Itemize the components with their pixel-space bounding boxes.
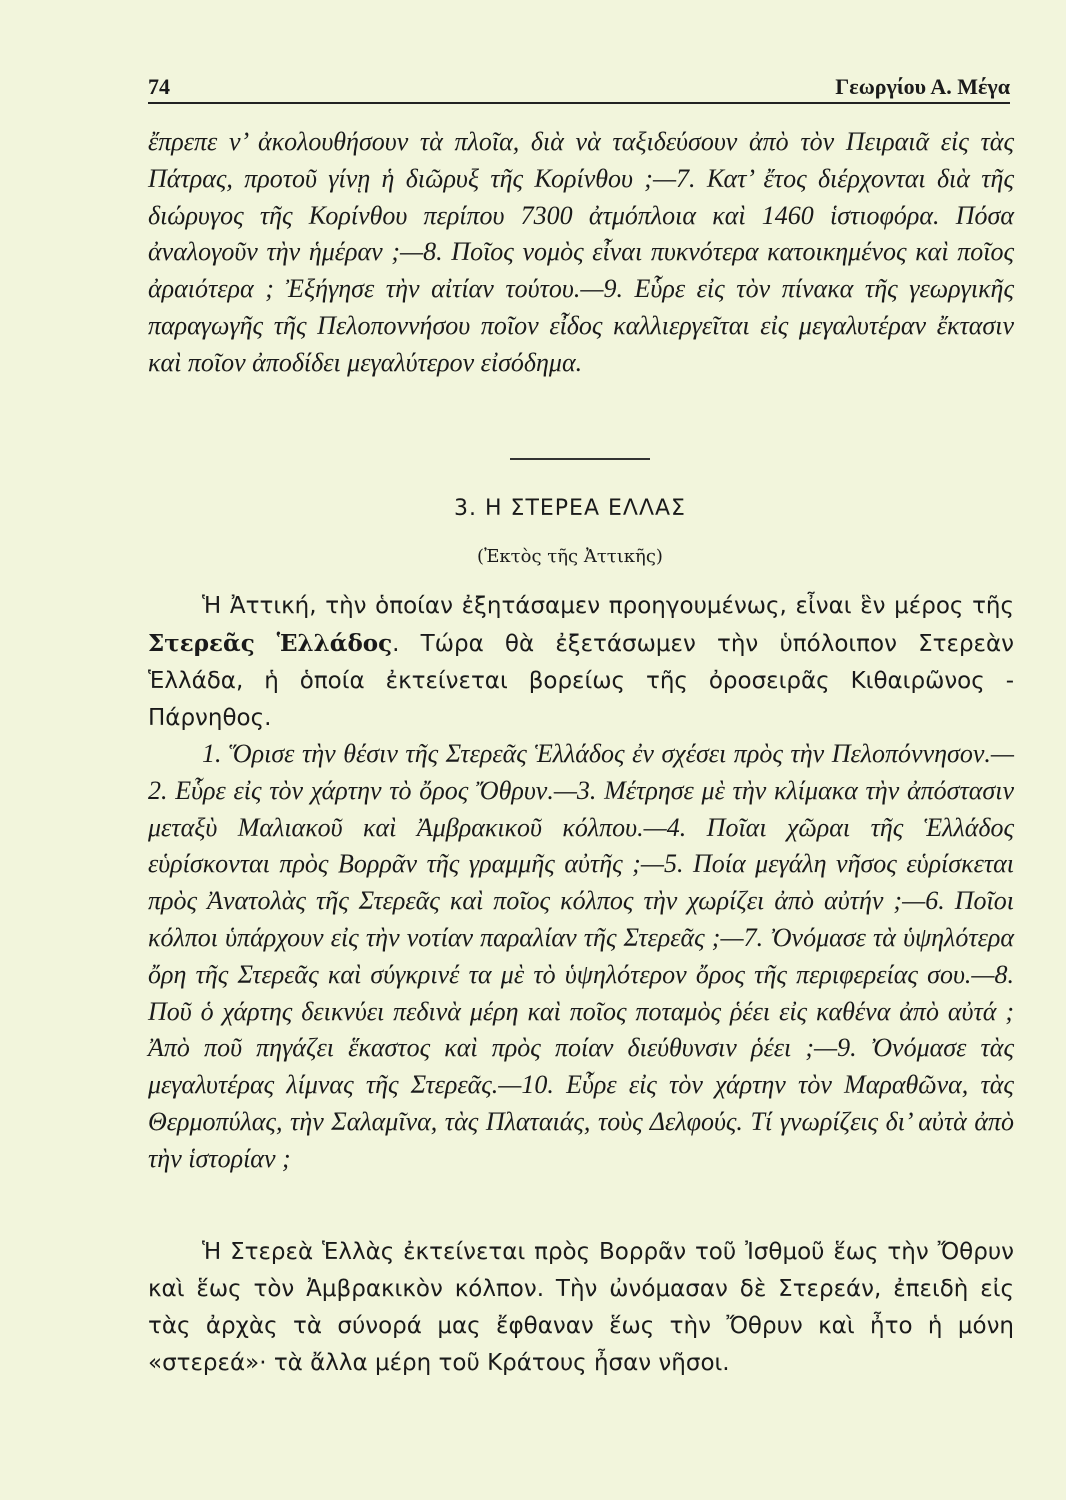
intro-questions-text: ἔπρεπε ν’ ἀκολουθήσουν τὰ πλοῖα, διὰ νὰ ταξιδεύσουν ἀπὸ τὸν Πειραιᾶ εἰς τὰς Πάτρας, προτοῦ γίνῃ ἡ διῶρυξ τῆς Κορίνθου ;—7. Κατ’ ἔτος διέρχονται διὰ τῆς διώρυγος τῆς Κορίνθου περίπου 7300 ἀτμόπλοια καὶ 1460 ἱστιοφόρα. Πόσα ἀναλογοῦν τὴν ἡμέραν ;—8. Ποῖος νομὸς εἶναι πυκνότερα κατοικημένος καὶ ποῖος ἀραιότερα ; Ἐξήγησε τὴν αἰτίαν τούτου.—9. Εὗρε εἰς τὸν πίνακα τῆς γεωργικῆς παραγωγῆς τῆς Πελοποννήσου ποῖον εἶδος καλλιεργεῖται εἰς μεγαλυτέραν ἔκτασιν καὶ ποῖον ἀποδίδει μεγαλύτερον εἰσόδημα.: [148, 127, 1014, 377]
section-title: 3. Η ΣΤΕΡΕΑ ΕΛΛΑΣ: [454, 496, 686, 521]
paragraph-intro: [148, 588, 1014, 737]
exercises-block: [148, 736, 1014, 1178]
paragraph-intro-part1: Ἡ Ἀττική, τὴν ὁποίαν ἐξητάσαμεν προηγουμένως, εἶναι ἓν μέρος τῆς: [202, 593, 1014, 619]
paragraph-sterea-text: Ἡ Στερεὰ Ἑλλὰς ἐκτείνεται πρὸς Βορρᾶν τοῦ Ἰσθμοῦ ἕως τὴν Ὄθρυν καὶ ἕως τὸν Ἀμβρακικὸν κόλπον. Τὴν ὠνόμασαν δὲ Στερεάν, ἐπειδὴ εἰς τὰς ἀρχὰς τὰ σύνορά μας ἔφθαναν ἕως τὴν Ὄθρυν καὶ ἦτο ἡ μόνη «στερεά»· τὰ ἄλλα μέρη τοῦ Κράτους ἦσαν νῆσοι.: [148, 1239, 1014, 1376]
page-header: [148, 72, 1010, 104]
exercises-text: 1. Ὅρισε τὴν θέσιν τῆς Στερεᾶς Ἑλλάδος ἐν σχέσει πρὸς τὴν Πελοπόννησον.—2. Εὗρε εἰς τὸν χάρτην τὸ ὄρος Ὄθρυν.—3. Μέτρησε μὲ τὴν κλίμακα τὴν ἀπόστασιν μεταξὺ Μαλιακοῦ καὶ Ἀμβρακικοῦ κόλπου.—4. Ποῖαι χῶραι τῆς Ἑλλάδος εὑρίσκονται πρὸς Βορρᾶν τῆς γραμμῆς αὐτῆς ;—5. Ποία μεγάλη νῆσος εὑρίσκεται πρὸς Ἀνατολὰς τῆς Στερεᾶς καὶ ποῖος κόλπος τὴν χωρίζει ἀπὸ αὐτήν ;—6. Ποῖοι κόλποι ὑπάρχουν εἰς τὴν νοτίαν παραλίαν τῆς Στερεᾶς ;—7. Ὀνόμασε τὰ ὑψηλότερα ὄρη τῆς Στερεᾶς καὶ σύγκρινέ τα μὲ τὸ ὑψηλότερον ὄρος τῆς περιφερείας σου.—8. Ποῦ ὁ χάρτης δεικνύει πεδινὰ μέρη καὶ ποῖος ποταμὸς ῥέει εἰς καθένα ἀπὸ αὐτά ; Ἀπὸ ποῦ πηγάζει ἕκαστος καὶ πρὸς ποίαν διεύθυνσιν ῥέει ;—9. Ὀνόμασε τὰς μεγαλυτέρας λίμνας τῆς Στερεᾶς.—10. Εὗρε εἰς τὸν χάρτην τὸν Μαραθῶνα, τὰς Θερμοπύλας, τὴν Σαλαμῖνα, τὰς Πλαταιάς, τοὺς Δελφούς. Τί γνωρίζεις δι’ αὐτὰ ἀπὸ τὴν ἱστορίαν ;: [148, 739, 1014, 1173]
page-number: 74: [148, 74, 170, 99]
section-subtitle: (Ἐκτὸς τῆς Ἀττικῆς): [477, 546, 663, 567]
paragraph-sterea: [148, 1234, 1014, 1382]
intro-questions: [148, 124, 1014, 382]
running-title: Γεωργίου Α. Μέγα: [835, 74, 1010, 99]
paragraph-intro-part2: . Τώρα θὰ ἐξετάσωμεν τὴν ὑπόλοιπον Στερεὰν Ἑλλάδα, ἡ ὁποία ἐκτείνεται βορείως τῆς ὀροσειρᾶς Κιθαιρῶνος - Πάρνηθος.: [148, 631, 1014, 731]
bold-term-sterea: Στερεᾶς Ἑλλάδος: [148, 630, 393, 657]
section-divider: [510, 458, 650, 460]
